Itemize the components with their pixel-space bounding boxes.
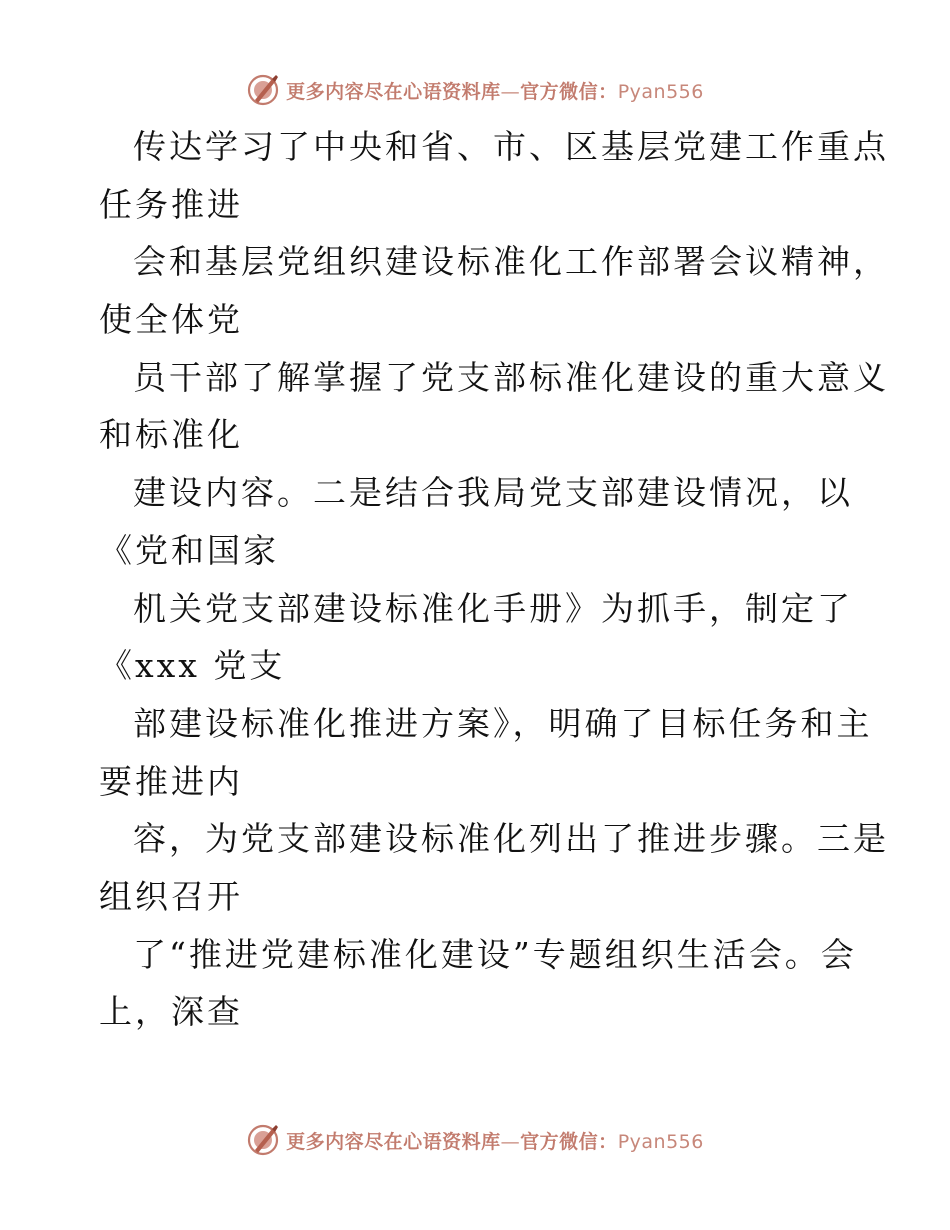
paragraph-line: 上，深查 [99, 992, 243, 1032]
header-wechat-id: Pyan556 [617, 80, 704, 103]
paragraph-line: 和标准化 [99, 415, 243, 455]
paragraph-line: 了“推进党建标准化建设”专题组织生活会。会 [133, 934, 857, 974]
paragraph-line: 组织召开 [99, 876, 243, 916]
document-body [99, 118, 889, 1041]
pen-logo-icon [246, 73, 280, 107]
paragraph-line: 部建设标准化推进方案》，明确了目标任务和主 [133, 703, 873, 743]
pen-logo-icon [246, 1123, 280, 1157]
footer-brand-text: 更多内容尽在心语资料库 [286, 1130, 501, 1153]
header-wechat-label: 官方微信： [520, 80, 618, 103]
header-watermark [0, 70, 950, 110]
header-brand-text: 更多内容尽在心语资料库 [286, 80, 501, 103]
paragraph-line: 机关党支部建设标准化手册》为抓手，制定了 [133, 588, 853, 628]
paragraph-line: 《xxx 党支 [99, 646, 286, 686]
header-watermark-text [286, 77, 704, 104]
paragraph-line: 要推进内 [99, 761, 243, 801]
paragraph-line: 会和基层党组织建设标准化工作部署会议精神， [133, 242, 889, 282]
footer-watermark [0, 1120, 950, 1160]
paragraph-line: 员干部了解掌握了党支部标准化建设的重大意义 [133, 357, 889, 397]
footer-dash: — [500, 1130, 521, 1153]
paragraph-line: 容，为党支部建设标准化列出了推进步骤。三是 [133, 819, 889, 859]
paragraph-line: 传达学习了中央和省、市、区基层党建工作重点 [133, 127, 889, 166]
paragraph-line: 《党和国家 [99, 530, 279, 570]
paragraph-line: 任务推进 [99, 184, 243, 224]
paragraph-line: 使全体党 [99, 300, 243, 340]
footer-watermark-text [286, 1127, 704, 1154]
footer-wechat-id: Pyan556 [617, 1130, 704, 1153]
header-dash: — [500, 80, 521, 103]
footer-wechat-label: 官方微信： [520, 1130, 618, 1153]
paragraph-line: 建设内容。二是结合我局党支部建设情况，以 [133, 473, 853, 513]
